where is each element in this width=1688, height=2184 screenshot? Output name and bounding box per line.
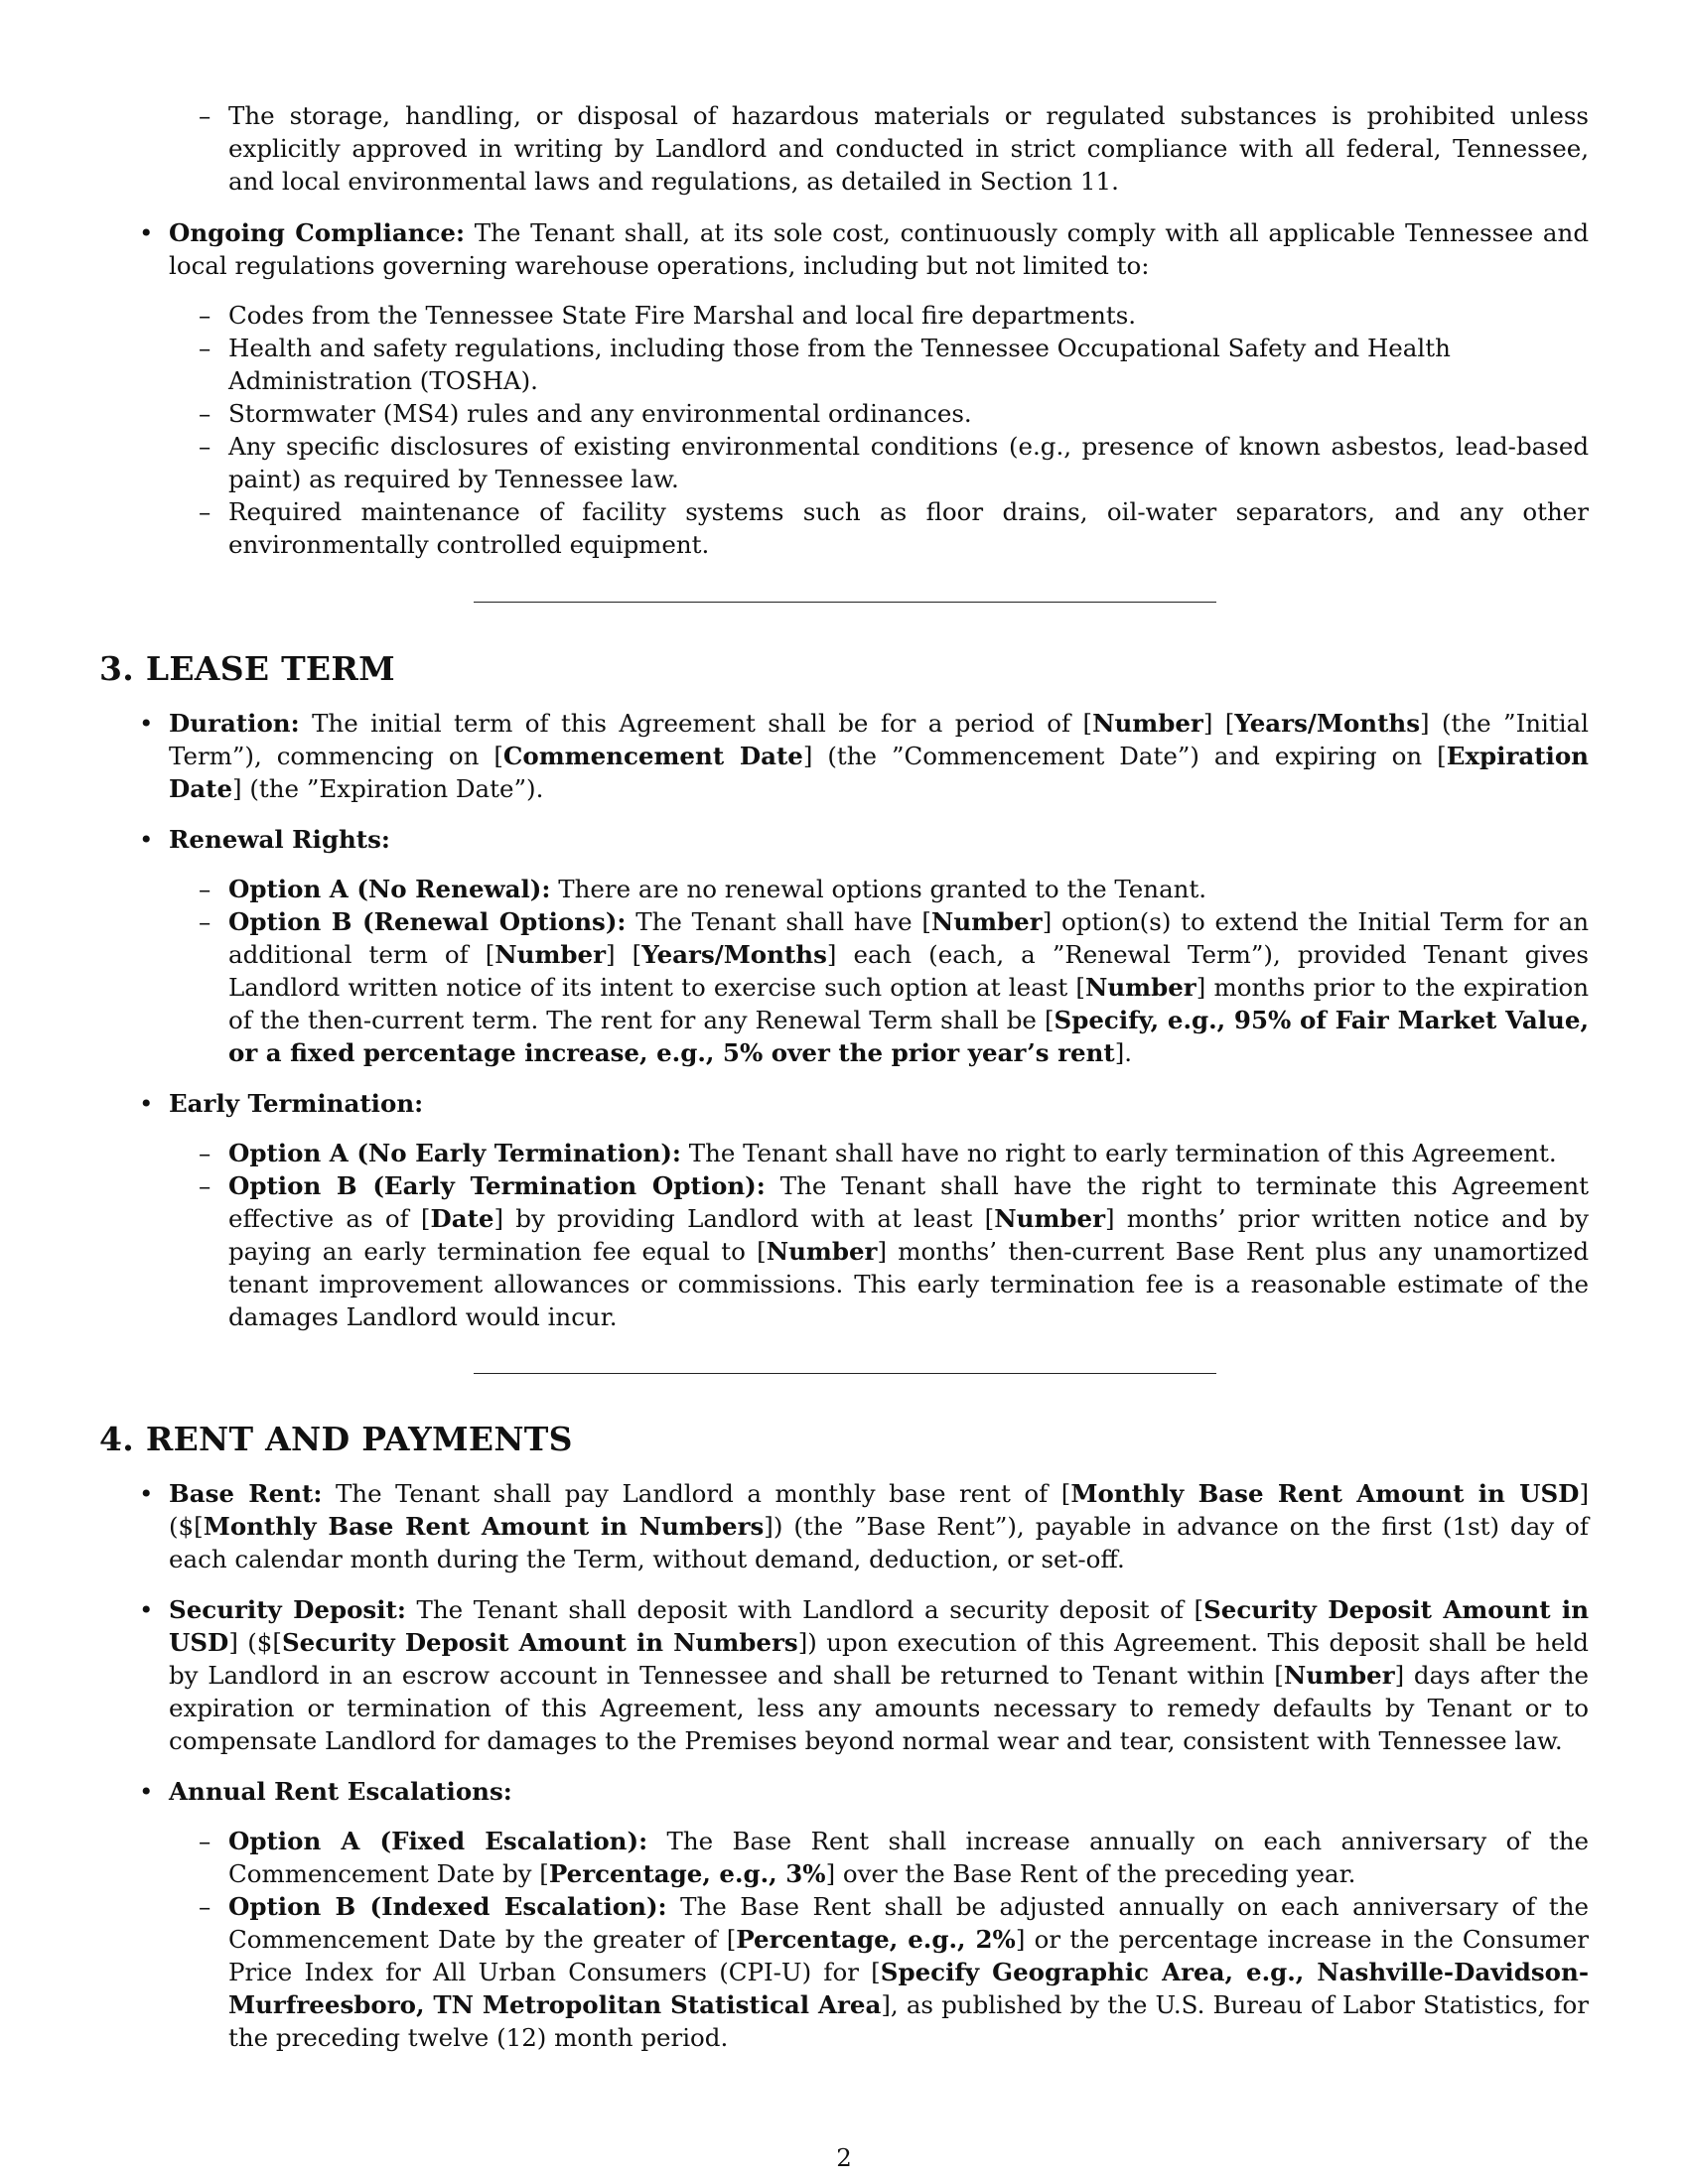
duration-item: • Duration: The initial term of this Agreement shall be for a period of [Number] [Years/Months] (the ”Initial Term”), commencing on [Commencement Date] (the ”Commencement Date”) and expiring on [Expiration Date] (the ”Expiration Date”). xyxy=(169,707,1589,805)
early-termination-option-b: – Option B (Early Termination Option): The Tenant shall have the right to terminate this Agreement effective as of [Date] by providing Landlord with at least [Number] months’ prior written notice and by paying an early termination fee equal to [Number] months’ then-current Base Rent plus any unamortized tenant improvement allowances or commissions. This early termination fee is a reasonable estimate of the damages Landlord would incur. xyxy=(228,1169,1589,1333)
compliance-list-item: – Any specific disclosures of existing environmental conditions (e.g., presence of known asbestos, lead-based paint) as required by Tennessee law. xyxy=(228,430,1589,495)
compliance-list-item: – Required maintenance of facility systems such as floor drains, oil-water separators, and any other environmentally controlled equipment. xyxy=(228,495,1589,561)
annual-rent-escalations-item: • Annual Rent Escalations: xyxy=(169,1775,1589,1808)
section-divider xyxy=(474,1373,1216,1374)
renewal-option-a: – Option A (No Renewal): There are no renewal options granted to the Tenant. xyxy=(228,873,1589,905)
escalation-option-b: – Option B (Indexed Escalation): The Base Rent shall be adjusted annually on each anniversary of the Commencement Date by the greater of [Percentage, e.g., 2%] or the percentage increase in the Consumer Price Index for All Urban Consumers (CPI-U) for [Specify Geographic Area, e.g., Nashville-Davidson-Murfreesboro, TN Metropolitan Statistical Area], as published by the U.S. Bureau of Labor Statistics, for the preceding twelve (12) month period. xyxy=(228,1890,1589,2054)
section-4-heading: 4. RENT AND PAYMENTS xyxy=(99,1420,573,1458)
base-rent-item: • Base Rent: The Tenant shall pay Landlord a monthly base rent of [Monthly Base Rent Amount in USD] ($[Monthly Base Rent Amount in Numbers]) (the ”Base Rent”), payable in advance on the first (1st) day of each calendar month during the Term, without demand, deduction, or set-off. xyxy=(169,1477,1589,1575)
compliance-list-item: – Stormwater (MS4) rules and any environmental ordinances. xyxy=(228,397,1589,430)
section-divider xyxy=(474,602,1216,603)
compliance-list-item: – Codes from the Tennessee State Fire Marshal and local fire departments. xyxy=(228,299,1589,332)
early-termination-item: • Early Termination: xyxy=(169,1087,1589,1120)
compliance-list-item: – Health and safety regulations, including those from the Tennessee Occupational Safety and Health Administration (TOSHA). xyxy=(228,332,1589,397)
escalation-option-a: – Option A (Fixed Escalation): The Base Rent shall increase annually on each anniversary of the Commencement Date by [Percentage, e.g., 3%] over the Base Rent of the preceding year. xyxy=(228,1825,1589,1890)
ongoing-compliance-item: • Ongoing Compliance: The Tenant shall, at its sole cost, continuously comply with all applicable Tennessee and local regulations governing warehouse operations, including but not limited to: xyxy=(169,216,1589,282)
hazardous-materials-item: – The storage, handling, or disposal of hazardous materials or regulated substances is prohibited unless explicitly approved in writing by Landlord and conducted in strict compliance with all federal, Tennessee, and local environmental laws and regulations, as detailed in Section 11. xyxy=(228,99,1589,198)
renewal-rights-item: • Renewal Rights: xyxy=(169,823,1589,856)
early-termination-option-a: – Option A (No Early Termination): The Tenant shall have no right to early termination of this Agreement. xyxy=(228,1137,1589,1169)
compliance-label: Ongoing Compliance: xyxy=(169,218,466,247)
section-3-heading: 3. LEASE TERM xyxy=(99,649,395,688)
security-deposit-item: • Security Deposit: The Tenant shall deposit with Landlord a security deposit of [Security Deposit Amount in USD] ($[Security Deposit Amount in Numbers]) upon execution of this Agreement. This deposit shall be held by Landlord in an escrow account in Tennessee and shall be returned to Tenant within [Number] days after the expiration or termination of this Agreement, less any amounts necessary to remedy defaults by Tenant or to compensate Landlord for damages to the Premises beyond normal wear and tear, consistent with Tennessee law. xyxy=(169,1593,1589,1757)
page-number: 2 xyxy=(836,2143,852,2172)
renewal-option-b: – Option B (Renewal Options): The Tenant shall have [Number] option(s) to extend the Initial Term for an additional term of [Number] [Years/Months] each (each, a ”Renewal Term”), provided Tenant gives Landlord written notice of its intent to exercise such option at least [Number] months prior to the expiration of the then-current term. The rent for any Renewal Term shall be [Specify, e.g., 95% of Fair Market Value, or a fixed percentage increase, e.g., 5% over the prior year’s rent]. xyxy=(228,905,1589,1069)
